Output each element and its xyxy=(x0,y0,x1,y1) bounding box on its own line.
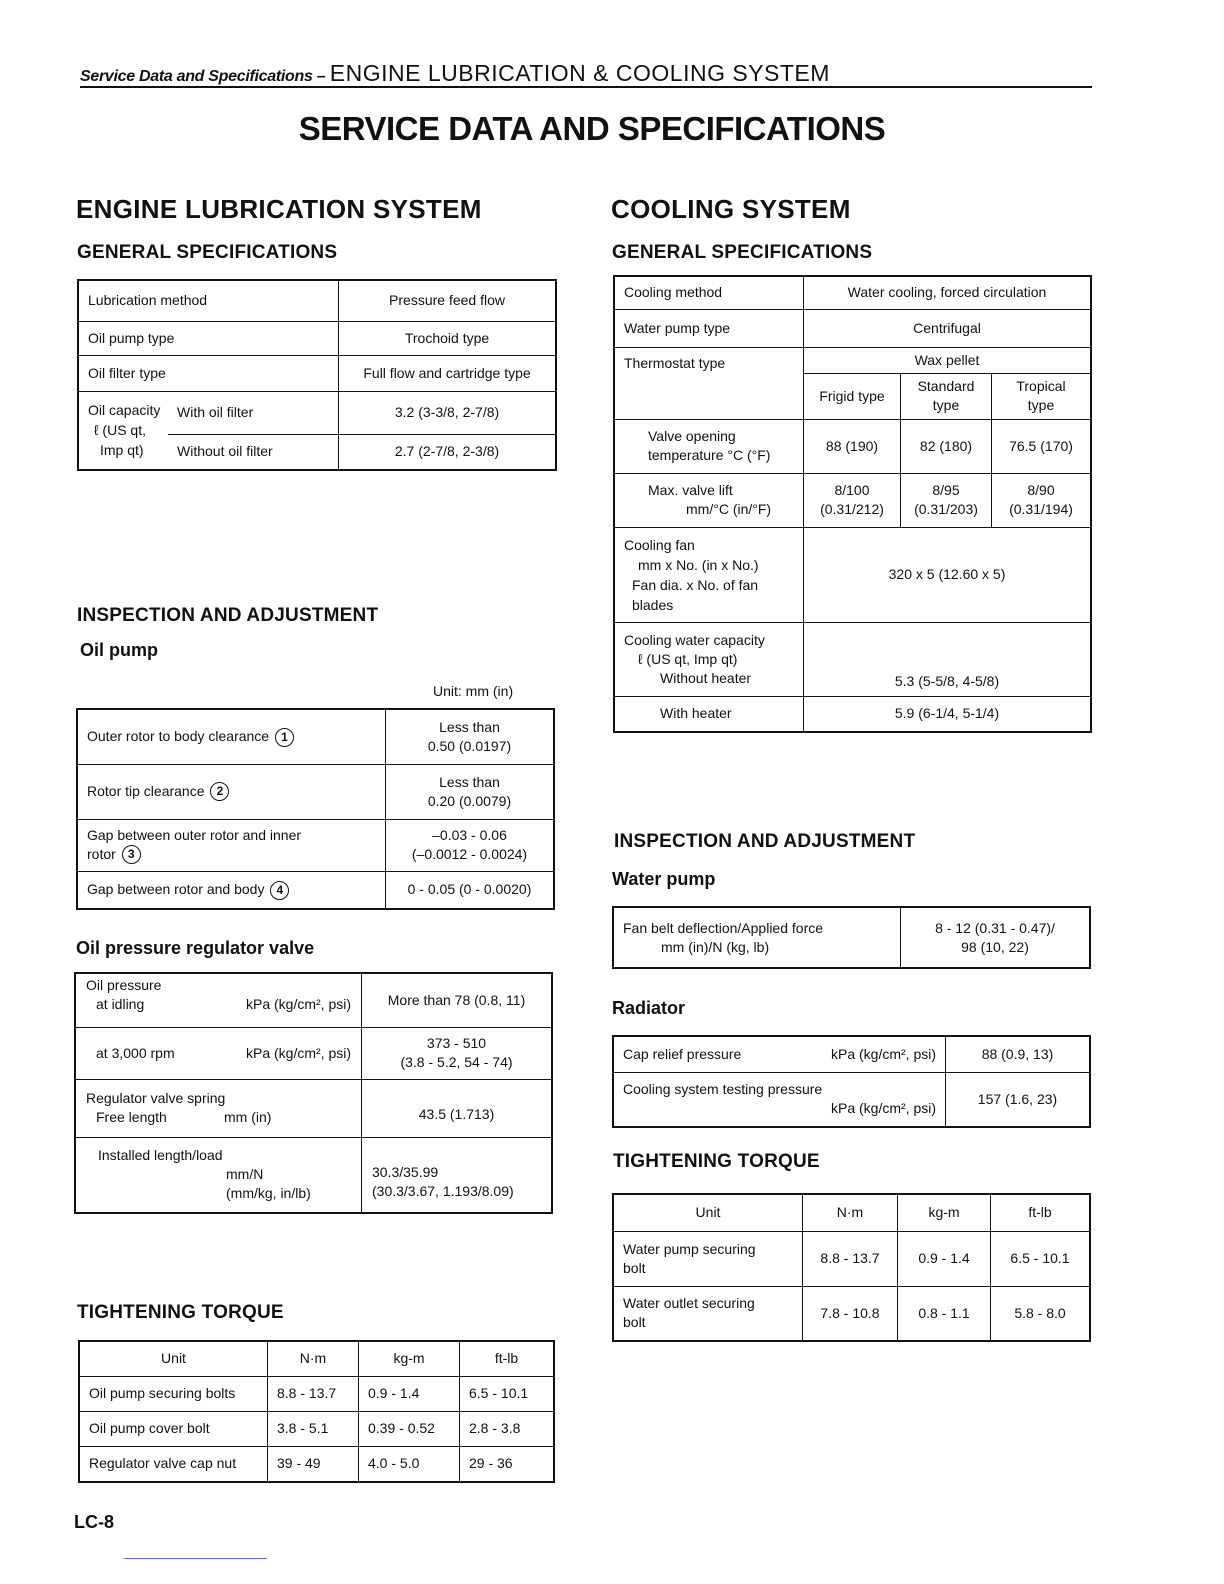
installed-length-unit2: (mm/kg, in/lb) xyxy=(226,1185,311,1202)
regulator-valve-heading: Oil pressure regulator valve xyxy=(76,938,315,958)
valve-lift-tropical xyxy=(992,473,1092,527)
standard-type-header xyxy=(901,373,992,419)
cool-general-heading: GENERAL SPECIFICATIONS xyxy=(612,242,873,263)
radiator-table xyxy=(612,1035,1091,1128)
callout-2: 2 xyxy=(210,782,229,801)
torque-kgm: 4.0 - 5.0 xyxy=(359,1446,460,1482)
water-pump-type-value: Centrifugal xyxy=(804,309,1092,347)
rpm-label: at 3,000 rpm xyxy=(96,1044,175,1061)
oil-pump-table xyxy=(76,708,555,910)
cool-torque-header-nm: N·m xyxy=(803,1194,898,1231)
idling-pressure-value: More than 78 (0.8, 11) xyxy=(362,973,553,1027)
oil-pump-heading: Oil pump xyxy=(80,640,158,660)
without-heater-label: Without heater xyxy=(660,669,752,686)
valve-opening-tropical: 76.5 (170) xyxy=(992,419,1092,473)
lift-std-line1: 8/95 xyxy=(932,482,960,498)
cooling-fan-value: 320 x 5 (12.60 x 5) xyxy=(804,527,1092,622)
standard-type-line2: type xyxy=(932,397,960,413)
cooling-fan-line4: blades xyxy=(632,596,674,613)
lub-torque-header-nm: N·m xyxy=(268,1341,359,1376)
lift-frigid-line2: (0.31/212) xyxy=(820,501,884,517)
torque-ftlb: 5.8 - 8.0 xyxy=(991,1286,1091,1341)
cap-relief-label xyxy=(613,1036,946,1072)
cool-torque-header-ftlb: ft-lb xyxy=(991,1194,1091,1231)
lub-method-value: Pressure feed flow xyxy=(339,280,556,321)
idling-pressure-label xyxy=(75,973,362,1027)
cap-relief-unit: kPa (kg/cm², psi) xyxy=(830,1045,936,1062)
footer-rule xyxy=(124,1558,267,1559)
outer-inner-rotor-gap-text1: Gap between outer rotor and inner xyxy=(87,826,302,843)
rpm-value-line2: (3.8 - 5.2, 54 - 74) xyxy=(400,1054,513,1070)
with-heater-label: With heater xyxy=(614,696,804,732)
oil-pressure-label: Oil pressure xyxy=(86,977,162,994)
cooling-fan-line1: Cooling fan xyxy=(624,536,695,553)
fan-belt-value-line1: 8 - 12 (0.31 - 0.47)/ xyxy=(935,919,1055,936)
torque-item xyxy=(613,1231,803,1286)
cool-general-table xyxy=(613,275,1092,733)
table-row xyxy=(79,1411,554,1446)
cooling-method-label: Cooling method xyxy=(614,276,804,309)
cap-relief-text: Cap relief pressure xyxy=(623,1045,742,1062)
torque-item-line2: bolt xyxy=(623,1259,646,1276)
free-length-label xyxy=(75,1079,362,1137)
valve-opening-label xyxy=(614,419,804,473)
rpm-value-line1: 373 - 510 xyxy=(426,1035,487,1051)
oil-filter-type-label: Oil filter type xyxy=(78,355,339,391)
table-row xyxy=(613,1286,1090,1341)
fan-belt-deflection-label xyxy=(613,907,901,968)
table-row xyxy=(79,1376,554,1411)
torque-nm: 8.8 - 13.7 xyxy=(803,1231,898,1286)
torque-kgm: 0.8 - 1.1 xyxy=(898,1286,991,1341)
torque-ftlb: 6.5 - 10.1 xyxy=(460,1376,555,1411)
page-number: LC-8 xyxy=(74,1512,114,1532)
installed-length-unit1: mm/N xyxy=(226,1166,264,1183)
radiator-heading: Radiator xyxy=(612,998,686,1018)
rotor-body-gap-value: 0 - 0.05 (0 - 0.0020) xyxy=(386,871,555,909)
valve-opening-frigid: 88 (190) xyxy=(804,419,901,473)
oil-filter-type-value: Full flow and cartridge type xyxy=(339,355,556,391)
with-oil-filter-value: 3.2 (3-3/8, 2-7/8) xyxy=(339,391,556,434)
lub-method-label: Lubrication method xyxy=(78,280,339,321)
water-capacity-label xyxy=(614,622,804,696)
valve-lift-label xyxy=(614,473,804,527)
with-heater-value: 5.9 (6-1/4, 5-1/4) xyxy=(804,696,1092,732)
tropical-type-line2: type xyxy=(1027,397,1055,413)
valve-opening-line1: Valve opening xyxy=(648,428,736,444)
water-capacity-line2: ℓ (US qt, Imp qt) xyxy=(638,650,738,667)
lift-frigid-line1: 8/100 xyxy=(834,482,870,498)
torque-kgm: 0.9 - 1.4 xyxy=(359,1376,460,1411)
oil-capacity-label xyxy=(78,391,168,470)
idling-label: at idling xyxy=(96,996,145,1013)
cool-torque-heading: TIGHTENING TORQUE xyxy=(613,1151,820,1172)
rotor-body-gap-label xyxy=(77,871,386,909)
table-row xyxy=(79,1446,554,1482)
spring-label: Regulator valve spring xyxy=(86,1090,226,1106)
outer-rotor-clearance-value-line1: Less than xyxy=(439,718,500,735)
torque-item: Oil pump securing bolts xyxy=(79,1376,268,1411)
rotor-tip-clearance-value-line2: 0.20 (0.0079) xyxy=(427,792,512,809)
lub-torque-table xyxy=(78,1340,555,1483)
callout-3: 3 xyxy=(122,845,141,864)
cooling-method-value: Water cooling, forced circulation xyxy=(804,276,1092,309)
torque-nm: 8.8 - 13.7 xyxy=(268,1376,359,1411)
installed-length-text: Installed length/load xyxy=(98,1147,223,1164)
outer-rotor-clearance-value xyxy=(386,709,555,764)
fan-belt-line2: mm (in)/N (kg, lb) xyxy=(661,938,770,955)
rotor-body-gap-text: Gap between rotor and body xyxy=(87,880,265,897)
free-length-value: 43.5 (1.713) xyxy=(362,1079,553,1137)
cooling-fan-line3: Fan dia. x No. of fan xyxy=(632,576,759,593)
lub-torque-header-kgm: kg-m xyxy=(359,1341,460,1376)
running-header xyxy=(80,60,830,87)
installed-value-line1: 30.3/35.99 xyxy=(372,1164,439,1181)
without-oil-filter-label: Without oil filter xyxy=(168,434,339,470)
torque-nm: 39 - 49 xyxy=(268,1446,359,1482)
oil-pump-type-value: Trochoid type xyxy=(339,321,556,355)
lub-general-heading: GENERAL SPECIFICATIONS xyxy=(77,242,338,263)
outer-inner-rotor-gap-value xyxy=(386,819,555,871)
cool-heading: COOLING SYSTEM xyxy=(611,194,851,224)
header-chapter-title: ENGINE LUBRICATION & COOLING SYSTEM xyxy=(329,60,830,86)
cool-torque-header-unit: Unit xyxy=(613,1194,803,1231)
without-oil-filter-value: 2.7 (2-7/8, 2-3/8) xyxy=(339,434,556,470)
free-length-text: Free length xyxy=(96,1109,167,1125)
outer-rotor-clearance-label xyxy=(77,709,386,764)
outer-rotor-clearance-value-line2: 0.50 (0.0197) xyxy=(427,737,512,754)
oil-pump-unit: Unit: mm (in) xyxy=(433,683,514,699)
torque-item: Oil pump cover bolt xyxy=(79,1411,268,1446)
torque-kgm: 0.9 - 1.4 xyxy=(898,1231,991,1286)
tropical-type-header xyxy=(992,373,1092,419)
cool-torque-header-kgm: kg-m xyxy=(898,1194,991,1231)
oil-capacity-label-line3: Imp qt) xyxy=(100,442,144,459)
standard-type-line1: Standard xyxy=(917,378,975,394)
water-pump-heading: Water pump xyxy=(612,869,716,889)
torque-item: Regulator valve cap nut xyxy=(79,1446,268,1482)
torque-nm: 3.8 - 5.1 xyxy=(268,1411,359,1446)
thermostat-type-label: Thermostat type xyxy=(614,347,804,419)
header-rule xyxy=(80,86,1092,88)
page-title: SERVICE DATA AND SPECIFICATIONS xyxy=(298,110,886,147)
testing-pressure-text: Cooling system testing pressure xyxy=(623,1081,823,1098)
torque-item-line1: Water pump securing xyxy=(623,1240,756,1257)
with-oil-filter-label: With oil filter xyxy=(168,391,339,434)
testing-pressure-value: 157 (1.6, 23) xyxy=(946,1072,1091,1127)
installed-length-value xyxy=(362,1137,553,1213)
idling-unit: kPa (kg/cm², psi) xyxy=(245,996,351,1013)
valve-opening-standard: 82 (180) xyxy=(901,419,992,473)
water-pump-table xyxy=(612,906,1091,969)
cooling-fan-line2: mm x No. (in x No.) xyxy=(638,556,759,573)
rotor-tip-clearance-label xyxy=(77,764,386,819)
valve-opening-line2: temperature °C (°F) xyxy=(648,447,771,463)
rotor-tip-clearance-text: Rotor tip clearance xyxy=(87,782,205,799)
lift-trop-line2: (0.31/194) xyxy=(1009,501,1073,517)
testing-pressure-unit: kPa (kg/cm², psi) xyxy=(830,1100,936,1117)
testing-pressure-label xyxy=(613,1072,946,1127)
lift-trop-line1: 8/90 xyxy=(1027,482,1055,498)
rpm-pressure-value xyxy=(362,1027,553,1079)
oil-pump-type-label: Oil pump type xyxy=(78,321,339,355)
callout-1: 1 xyxy=(275,728,294,747)
callout-4: 4 xyxy=(270,881,289,900)
water-pump-type-label: Water pump type xyxy=(614,309,804,347)
installed-value-line2: (30.3/3.67, 1.193/8.09) xyxy=(372,1183,514,1200)
torque-nm: 7.8 - 10.8 xyxy=(803,1286,898,1341)
cool-inspection-heading: INSPECTION AND ADJUSTMENT xyxy=(614,831,916,852)
cool-torque-table xyxy=(612,1193,1091,1342)
rotor-tip-clearance-value xyxy=(386,764,555,819)
rpm-pressure-label xyxy=(75,1027,362,1079)
valve-lift-standard xyxy=(901,473,992,527)
outer-rotor-clearance-text: Outer rotor to body clearance xyxy=(87,727,270,744)
lub-torque-header-unit: Unit xyxy=(79,1341,268,1376)
oil-capacity-label-line2: ℓ (US qt, xyxy=(94,422,146,439)
water-capacity-line1: Cooling water capacity xyxy=(624,631,765,648)
fan-belt-value-line2: 98 (10, 22) xyxy=(961,938,1029,955)
valve-lift-line1: Max. valve lift xyxy=(648,482,733,498)
fan-belt-line1: Fan belt deflection/Applied force xyxy=(623,919,824,936)
header-section-label: Service Data and Specifications – xyxy=(80,68,326,85)
outer-inner-rotor-gap-value-line2: (–0.0012 - 0.0024) xyxy=(411,846,528,862)
valve-lift-line2: mm/°C (in/°F) xyxy=(686,501,772,517)
torque-item-line1: Water outlet securing xyxy=(623,1295,755,1312)
lift-std-line2: (0.31/203) xyxy=(914,501,978,517)
installed-length-label xyxy=(75,1137,362,1213)
free-length-unit: mm (in) xyxy=(224,1109,272,1125)
frigid-type-header: Frigid type xyxy=(804,373,901,419)
outer-inner-rotor-gap-value-line1: –0.03 - 0.06 xyxy=(432,827,507,843)
regulator-valve-table xyxy=(74,972,553,1214)
thermostat-type-value: Wax pellet xyxy=(804,347,1092,373)
torque-item xyxy=(613,1286,803,1341)
fan-belt-deflection-value xyxy=(901,907,1091,968)
torque-kgm: 0.39 - 0.52 xyxy=(359,1411,460,1446)
valve-lift-frigid xyxy=(804,473,901,527)
lub-heading: ENGINE LUBRICATION SYSTEM xyxy=(76,194,482,224)
table-row xyxy=(613,1231,1090,1286)
cap-relief-value: 88 (0.9, 13) xyxy=(946,1036,1091,1072)
lub-torque-heading: TIGHTENING TORQUE xyxy=(77,1302,284,1323)
without-heater-value: 5.3 (5-5/8, 4-5/8) xyxy=(804,622,1092,696)
outer-inner-rotor-gap-text2: rotor xyxy=(87,845,116,862)
lub-torque-header-ftlb: ft-lb xyxy=(460,1341,555,1376)
lub-inspection-heading: INSPECTION AND ADJUSTMENT xyxy=(77,605,379,626)
oil-capacity-label-line1: Oil capacity xyxy=(88,402,161,419)
torque-item-line2: bolt xyxy=(623,1314,646,1331)
cooling-fan-label xyxy=(614,527,804,622)
lub-general-table xyxy=(77,279,557,471)
torque-ftlb: 29 - 36 xyxy=(460,1446,555,1482)
torque-ftlb: 2.8 - 3.8 xyxy=(460,1411,555,1446)
tropical-type-line1: Tropical xyxy=(1016,378,1066,394)
rpm-unit: kPa (kg/cm², psi) xyxy=(245,1044,351,1061)
rotor-tip-clearance-value-line1: Less than xyxy=(439,773,500,790)
outer-inner-rotor-gap-label xyxy=(77,819,386,871)
torque-ftlb: 6.5 - 10.1 xyxy=(991,1231,1091,1286)
